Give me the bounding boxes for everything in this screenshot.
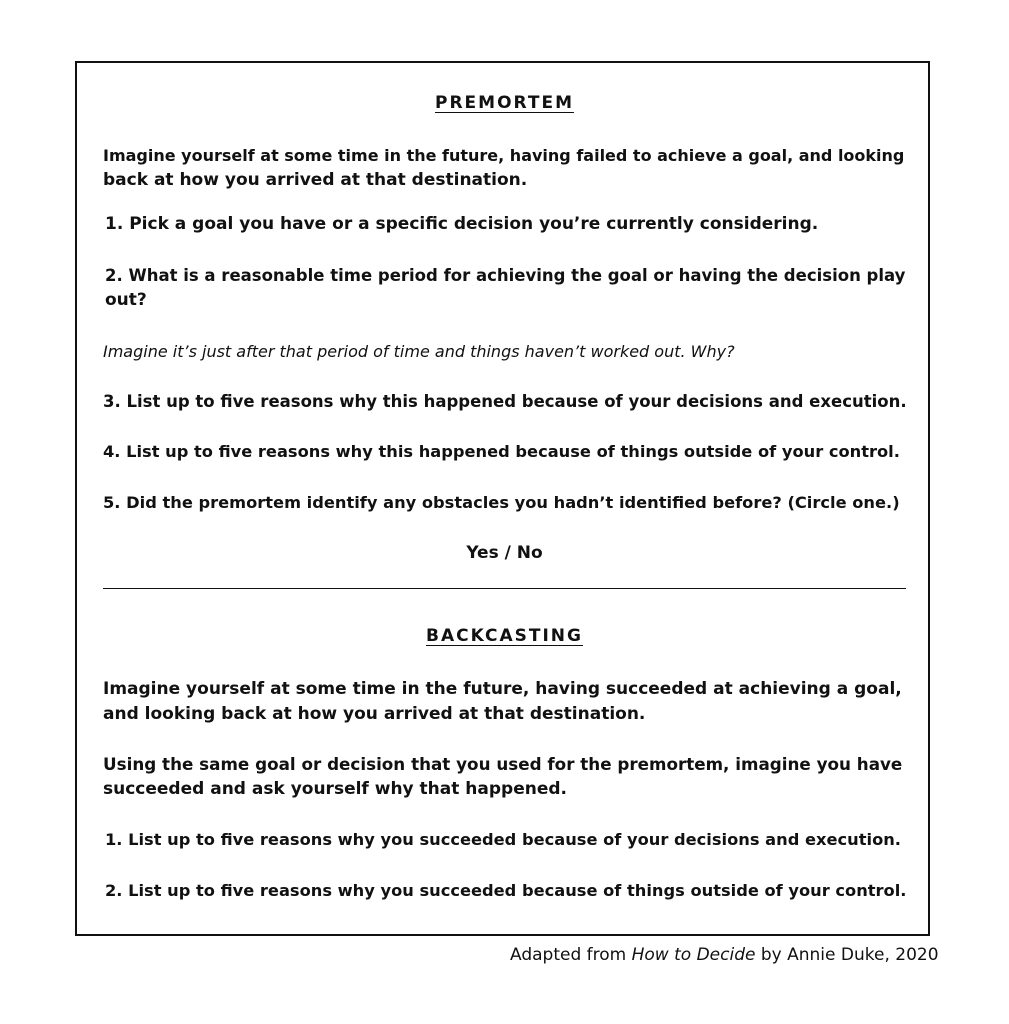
worksheet-frame [75,61,930,936]
backcasting-instruction-line2: succeeded and ask yourself why that happened. [103,779,567,799]
premortem-step-2-line2: out? [105,290,147,310]
credit-book-title: How to Decide [631,945,756,965]
premortem-intro-line2: back at how you arrived at that destination. [103,170,528,190]
credit-suffix: by Annie Duke, 2020 [755,945,939,965]
premortem-answer-choices: Yes / No [466,543,543,563]
backcasting-step-1: 1. List up to five reasons why you succeeded because of your decisions and execution. [105,830,901,849]
premortem-imagine-prompt: Imagine it’s just after that period of time and things haven’t worked out. Why? [103,342,735,361]
premortem-step-3: 3. List up to five reasons why this happened because of your decisions and execution. [103,392,907,411]
backcasting-intro-line2: and looking back at how you arrived at that destination. [103,704,646,724]
section-divider [103,588,906,589]
source-credit [510,945,939,965]
credit-prefix: Adapted from [510,945,632,965]
premortem-step-1: 1. Pick a goal you have or a specific decision you’re currently considering. [105,214,819,234]
premortem-intro-line1: Imagine yourself at some time in the future, having failed to achieve a goal, and looking [103,146,905,165]
premortem-step-2-line1: 2. What is a reasonable time period for achieving the goal or having the decision play [105,266,906,285]
backcasting-intro-line1: Imagine yourself at some time in the future, having succeeded at achieving a goal, [103,679,902,699]
premortem-step-5: 5. Did the premortem identify any obstacles you hadn’t identified before? (Circle one.) [103,493,900,512]
backcasting-instruction-line1: Using the same goal or decision that you used for the premortem, imagine you have [103,754,903,774]
backcasting-step-2: 2. List up to five reasons why you succeeded because of things outside of your control. [105,881,907,900]
backcasting-heading: BACKCASTING [426,626,583,646]
premortem-step-4: 4. List up to five reasons why this happened because of things outside of your control. [103,442,900,461]
premortem-heading: PREMORTEM [435,93,574,113]
